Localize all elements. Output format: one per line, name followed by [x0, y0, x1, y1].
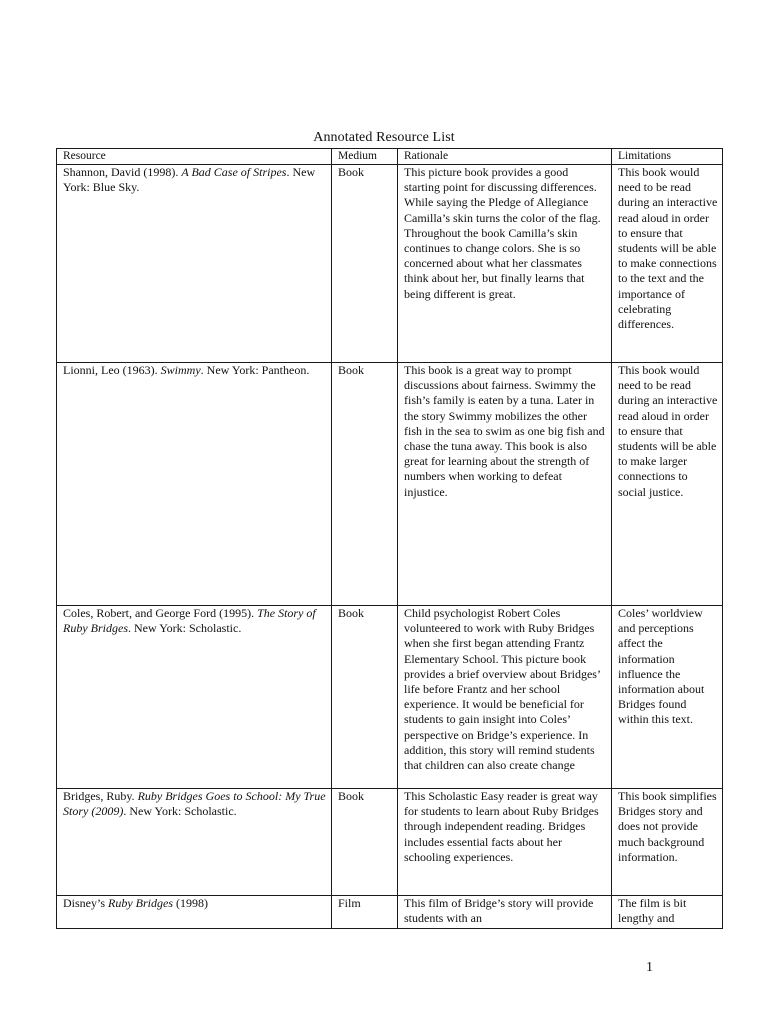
table-row [57, 789, 723, 896]
rationale-cell: This book is a great way to prompt discussions about fairness. Swimmy the fish’s family is eaten by a tuna. Later in the story Swimmy mobilizes the other fish in the sea to swim as one big fish and chase the tuna away. This book is also great for learning about the strength of numbers when working to defeat injustice. [398, 363, 612, 606]
medium-cell: Book [332, 789, 398, 896]
medium-cell: Film [332, 896, 398, 929]
resource-title: The Story of Ruby Bridges [63, 606, 316, 636]
limitations-cell: This book would need to be read during an interactive read aloud in order to ensure that students will be able to make larger connections to social justice. [612, 363, 723, 606]
rationale-cell: This Scholastic Easy reader is great way for students to learn about Ruby Bridges through independent reading. Bridges includes essential facts about her schooling experiences. [398, 789, 612, 896]
table-row [57, 363, 723, 606]
table-row [57, 165, 723, 363]
limitations-cell: Coles’ worldview and perceptions affect the information influence the information about Bridges found within this text. [612, 606, 723, 789]
limitations-cell: This book would need to be read during an interactive read aloud in order to ensure that students will be able to make connections to the text and the importance of celebrating differences. [612, 165, 723, 363]
document-title: Annotated Resource List [313, 130, 455, 145]
resource-cell: Lionni, Leo (1963). Swimmy. New York: Pantheon. [57, 363, 332, 606]
resource-cell: Shannon, David (1998). A Bad Case of Stripes. New York: Blue Sky. [57, 165, 332, 363]
medium-cell: Book [332, 363, 398, 606]
medium-cell: Book [332, 606, 398, 789]
resource-title: Swimmy [160, 363, 201, 377]
resource-cell: Bridges, Ruby. Ruby Bridges Goes to School: My True Story (2009). New York: Scholastic. [57, 789, 332, 896]
header-limitations: Limitations [612, 149, 723, 165]
resource-title: A Bad Case of Stripes [181, 165, 287, 179]
rationale-cell: Child psychologist Robert Coles volunteered to work with Ruby Bridges when she first began attending Frantz Elementary School. This picture book provides a brief overview about Bridges’ life before Frantz and her school experience. It would be beneficial for students to gain insight into Coles’ perspective on Bridge’s experience. In addition, this story will remind students that children can also create change [398, 606, 612, 789]
resource-title: Ruby Bridges Goes to School: My True Story (2009) [63, 789, 326, 819]
medium-cell: Book [332, 165, 398, 363]
header-rationale: Rationale [398, 149, 612, 165]
resource-table [56, 148, 723, 929]
table-row [57, 896, 723, 929]
page-number: 1 [646, 960, 653, 975]
resource-title: Ruby Bridges [108, 896, 173, 910]
header-medium: Medium [332, 149, 398, 165]
resource-cell: Disney’s Ruby Bridges (1998) [57, 896, 332, 929]
header-row [57, 149, 723, 165]
header-resource: Resource [57, 149, 332, 165]
rationale-cell: This film of Bridge’s story will provide students with an [398, 896, 612, 929]
rationale-cell: This picture book provides a good starting point for discussing differences. While saying the Pledge of Allegiance Camilla’s skin turns the color of the flag. Throughout the book Camilla’s skin continues to change colors. She is so concerned about what her classmates think about her, but finally learns that being different is great. [398, 165, 612, 363]
table-row [57, 606, 723, 789]
resource-cell: Coles, Robert, and George Ford (1995). The Story of Ruby Bridges. New York: Scholastic. [57, 606, 332, 789]
limitations-cell: The film is bit lengthy and [612, 896, 723, 929]
limitations-cell: This book simplifies Bridges story and does not provide much background information. [612, 789, 723, 896]
